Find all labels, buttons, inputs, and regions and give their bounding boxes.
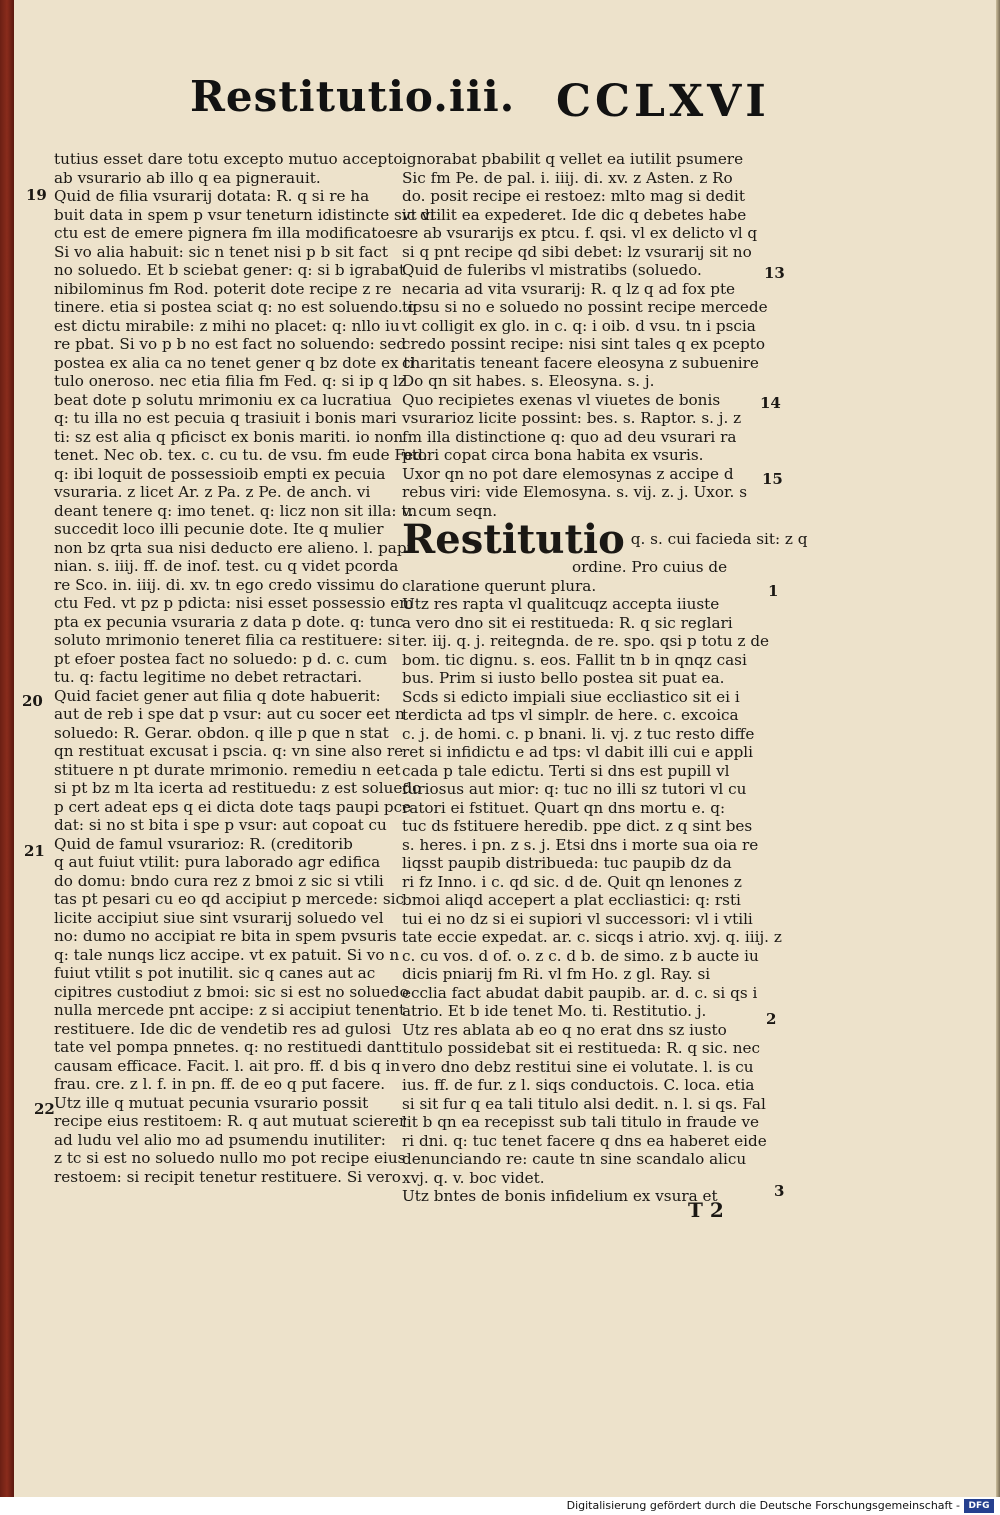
text-line: ecclia fact abudat dabit paupib. ar. d. c. si qs i xyxy=(402,983,758,1002)
text-line: soluto mrimonio teneret filia ca restituere: si xyxy=(54,631,401,649)
margin-number: 21 xyxy=(24,842,45,860)
text-line: cada p tale edictu. Terti si dns est pupill vl xyxy=(402,761,730,780)
text-line: soluedo: R. Gerar. obdon. q ille p que n stat xyxy=(54,723,389,742)
text-line: ptori copat circa bona habita ex vsuris. xyxy=(402,446,704,464)
text-line: lit b qn ea recepisst sub tali titulo in fraude ve xyxy=(402,1113,760,1131)
text-line: Scds si edicto impiali siue eccliastico sit ei i xyxy=(402,687,740,706)
text-line: nulla mercede pnt accipe: z si accipiut tenent xyxy=(54,1001,406,1019)
text-line: dat: si no st bita i spe p vsur: aut copoat cu xyxy=(54,816,387,834)
text-line: deant tenere q: imo tenet. q: licz non sit illa: tn xyxy=(54,501,418,520)
text-line: c. cu vos. d of. o. z c. d b. de simo. z b aucte iu xyxy=(402,946,759,965)
text-line: vt colligit ex glo. in c. q: i oib. d vsu. tn i pscia xyxy=(402,316,756,335)
text-line: vsuraria. z licet Ar. z Pa. z Pe. de anch. vi xyxy=(54,483,371,501)
text-line: charitatis teneant facere eleosyna z subuenire xyxy=(402,353,759,372)
text-line: liqsst paupib distribueda: tuc paupib dz da xyxy=(402,854,732,872)
footer-credit: Digitalisierung gefördert durch die Deutsche Forschungsgemeinschaft - xyxy=(566,1499,960,1512)
text-line: Quid de famul vsurarioz: R. (creditorib xyxy=(54,834,353,853)
text-line: vsurarioz licite possint: bes. s. Raptor. s. j. z xyxy=(402,409,742,427)
dfg-logo: DFG xyxy=(964,1499,994,1513)
text-line: qn restituat excusat i pscia. q: vn sine also re xyxy=(54,742,404,760)
margin-number: 3 xyxy=(774,1182,785,1200)
text-line: no: dumo no accipiat re bita in spem pvsuris xyxy=(54,927,397,945)
text-line: v. cum seqn. xyxy=(402,501,498,520)
text-line: buit data in spem p vsur teneturn idistincte sic di xyxy=(54,205,435,224)
running-head: Restitutio.iii. xyxy=(190,72,516,121)
text-line: ad ludu vel alio mo ad psumendu inutiliter: xyxy=(54,1130,386,1149)
text-line: fuiut vtilit s pot inutilit. sic q canes aut ac xyxy=(54,964,376,982)
text-line: a vero dno sit ei restitueda: R. q sic reglari xyxy=(402,613,733,632)
text-line: ri fz Inno. i c. qd sic. d de. Quit qn lenones z xyxy=(402,872,742,891)
text-line: ab vsurario ab illo q ea pignerauit. xyxy=(54,168,321,187)
text-line: postea ex alia ca no tenet gener q bz dote ex ti xyxy=(54,353,415,372)
text-line: do. posit recipe ei restoez: mlto mag si dedit xyxy=(402,187,745,205)
text-line: furiosus aut mior: q: tuc no illi sz tutori vl cu xyxy=(402,780,747,798)
text-line: tas pt pesari cu eo qd accipiut p mercede: sic xyxy=(54,890,405,908)
text-line: do domu: bndo cura rez z bmoi z sic si vtili xyxy=(54,871,384,890)
text-line: ri dni. q: tuc tenet facere q dns ea haberet eide xyxy=(402,1131,767,1150)
page-edge xyxy=(996,0,1000,1497)
text-line: atrio. Et b ide tenet Mo. ti. Restitutio. j. xyxy=(402,1002,707,1020)
text-line: aut de reb i spe dat p vsur: aut cu socer eet n xyxy=(54,705,405,723)
text-line: re pbat. Si vo p b no est fact no soluendo: sed xyxy=(54,335,407,353)
heading-continuation: q. s. cui facieda sit: z q xyxy=(630,530,808,548)
text-line: Quid de fuleribs vl mistratibs (soluedo. xyxy=(402,261,702,279)
text-line: z tc si est no soluedo nullo mo pot recipe eius xyxy=(54,1149,406,1167)
text-line: Utz ille q mutuat pecunia vsurario possit xyxy=(54,1093,369,1112)
text-line: succedit loco illi pecunie dote. Ite q mulier xyxy=(54,520,384,538)
text-line: Do qn sit habes. s. Eleosyna. s. j. xyxy=(402,372,655,390)
text-line: bus. Prim si iusto bello postea sit puat ea. xyxy=(402,669,725,687)
text-line: Utz res rapta vl qualitcuqz accepta iiuste xyxy=(402,595,720,613)
text-line: credo possint recipe: nisi sint tales q ex pcepto xyxy=(402,335,765,353)
margin-number: 20 xyxy=(22,692,43,710)
text-line: si q pnt recipe qd sibi debet: lz vsurarij sit no xyxy=(402,242,752,261)
footer-bar xyxy=(0,1497,1000,1515)
text-line: cipitres custodiut z bmoi: sic si est no soluedo xyxy=(54,982,409,1001)
text-line: ret si infidictu e ad tps: vl dabit illi cui e appli xyxy=(402,743,754,761)
text-line: licite accipiut siue sint vsurarij soluedo vel xyxy=(54,908,384,927)
text-line: c. j. de homi. c. p bnani. li. vj. z tuc resto diffe xyxy=(402,724,755,743)
text-line: restoem: si recipit tenetur restituere. Si vero xyxy=(54,1167,401,1186)
book-spine xyxy=(0,0,14,1497)
margin-number: 1 xyxy=(768,582,779,600)
text-line: Si vo alia habuit: sic n tenet nisi p b sit fact xyxy=(54,242,389,261)
text-line: vero dno debz restitui sine ei volutate. l. is cu xyxy=(402,1057,754,1076)
text-line: fm illa distinctione q: quo ad deu vsurari ra xyxy=(402,427,737,446)
text-line: rebus viri: vide Elemosyna. s. vij. z. j. Uxor. s xyxy=(402,483,748,501)
folio-number: CCLXVI xyxy=(556,76,770,127)
text-line: necaria ad vita vsurarij: R. q lz q ad fox pte xyxy=(402,279,736,298)
text-line: frau. cre. z l. f. in pn. ff. de eo q put facere. xyxy=(54,1075,386,1093)
text-line: est dictu mirabile: z mihi no placet: q: nllo iu xyxy=(54,316,400,335)
text-line: q: tale nunqs licz accipe. vt ex patuit. Si vo n xyxy=(54,945,400,964)
text-line: ter. iij. q. j. reitegnda. de re. spo. qsi p totu z de xyxy=(402,632,770,650)
text-line: ius. ff. de fur. z l. siqs conductois. C. loca. etia xyxy=(402,1076,755,1094)
text-line: si sit fur q ea tali titulo alsi dedit. n. l. si qs. Fal xyxy=(402,1094,766,1113)
text-line: re ab vsurarijs ex ptcu. f. qsi. vl ex delicto vl q xyxy=(402,224,758,242)
text-line: ignorabat pbabilit q vellet ea iutilit psumere xyxy=(402,150,744,168)
text-line: q: ibi loquit de possessioib empti ex pecuia xyxy=(54,464,386,483)
text-line: Quid de filia vsurarij dotata: R. q si re ha xyxy=(54,187,370,205)
text-line: tui ei no dz si ei supiori vl successori: vl i vtili xyxy=(402,909,753,928)
text-line: tate eccie expedat. ar. c. sicqs i atrio. xvj. q. iiij. z xyxy=(402,928,782,946)
right-column-bottom xyxy=(402,576,782,1206)
text-line: recipe eius restitoem: R. q aut mutuat scierer xyxy=(54,1112,407,1130)
text-line: restituere. Ide dic de vendetib res ad gulosi xyxy=(54,1019,391,1038)
text-line: bmoi aliqd accepert a plat eccliastici: q: rsti xyxy=(402,891,741,909)
text-line: nian. s. iiij. ff. de inof. test. cu q videt pcorda xyxy=(54,557,399,575)
text-line: Quid faciet gener aut filia q dote habuerit: xyxy=(54,686,381,705)
text-line: p cert adeat eps q ei dicta dote taqs paupi pce xyxy=(54,797,412,816)
section-heading xyxy=(402,516,808,563)
text-line: vt vtilit ea expederet. Ide dic q debetes habe xyxy=(402,205,747,224)
text-line: causam efficace. Facit. l. ait pro. ff. d bis q in xyxy=(54,1056,401,1075)
text-line: tuc ds fstituere heredib. ppe dict. z q sint bes xyxy=(402,817,753,835)
margin-number: 15 xyxy=(762,470,783,488)
signature-mark: T 2 xyxy=(688,1198,724,1222)
text-line: tiosu si no e soluedo no possint recipe mercede xyxy=(402,298,768,316)
text-line: no soluedo. Et b sciebat gener: q: si b igrabat xyxy=(54,261,406,279)
text-line: Sic fm Pe. de pal. i. iiij. di. xv. z Asten. z Ro xyxy=(402,168,733,187)
text-line: Utz res ablata ab eo q no erat dns sz iusto xyxy=(402,1020,727,1039)
text-line: tulo oneroso. nec etia filia fm Fed. q: si ip q lz xyxy=(54,372,406,390)
text-line: tutius esset dare totu excepto mutuo accepto xyxy=(54,150,403,168)
heading-word: Restitutio xyxy=(402,516,625,563)
text-line: Quo recipietes exenas vl viuetes de bonis xyxy=(402,390,721,409)
text-line: q: tu illa no est pecuia q trasiuit i bonis mari xyxy=(54,409,397,427)
margin-number: 22 xyxy=(34,1100,55,1118)
text-line: ctu Fed. vt pz p pdicta: nisi esset possessio em xyxy=(54,594,414,612)
text-line: tenet. Nec ob. tex. c. cu tu. de vsu. fm eude Fed. xyxy=(54,446,428,464)
text-line: ratori ei fstituet. Quart qn dns mortu e. q: xyxy=(402,798,726,817)
text-line: Utz bntes de bonis infidelium ex vsura et xyxy=(402,1187,718,1205)
text-line: pta ex pecunia vsuraria z data p dote. q: tunc xyxy=(54,612,404,631)
left-text-column xyxy=(54,150,435,1186)
text-line: dicis pniarij fm Ri. vl fm Ho. z gl. Ray. si xyxy=(402,965,711,983)
text-line: nibilominus fm Rod. poterit dote recipe z re xyxy=(54,279,392,298)
text-line: beat dote p solutu mrimoniu ex ca lucratiua xyxy=(54,390,392,409)
text-line: pt efoer postea fact no soluedo: p d. c. cum xyxy=(54,649,388,668)
margin-number: 14 xyxy=(760,394,781,412)
text-line: denunciando re: caute tn sine scandalo alicu xyxy=(402,1150,747,1168)
text-line: claratione querunt plura. xyxy=(402,576,597,595)
text-line: s. heres. i pn. z s. j. Etsi dns i morte sua oia re xyxy=(402,835,759,854)
text-line: si pt bz m lta icerta ad restituedu: z est soluedo xyxy=(54,779,422,797)
text-line: re Sco. in. iiij. di. xv. tn ego credo vissimu do xyxy=(54,575,399,594)
text-line: tu. q: factu legitime no debet retractari. xyxy=(54,668,363,686)
right-column-top xyxy=(402,150,768,520)
heading-line-2: ordine. Pro cuius de xyxy=(572,558,728,576)
text-line: tate vel pompa pnnetes. q: no restituedi dant xyxy=(54,1038,402,1056)
text-line: ctu est de emere pignera fm illa modificatoes xyxy=(54,224,404,242)
text-line: titulo possidebat sit ei restitueda: R. q sic. nec xyxy=(402,1039,760,1057)
text-line: terdicta ad tps vl simplr. de here. c. excoica xyxy=(402,706,739,724)
margin-number: 13 xyxy=(764,264,785,282)
text-line: non bz qrta sua nisi deducto ere alieno. l. papi xyxy=(54,538,412,557)
text-line: xvj. q. v. boc videt. xyxy=(402,1168,545,1187)
text-line: tinere. etia si postea sciat q: no est soluendo. q xyxy=(54,298,418,316)
text-line: bom. tic dignu. s. eos. Fallit tn b in qnqz casi xyxy=(402,650,747,669)
margin-number: 19 xyxy=(26,186,47,204)
text-line: Uxor qn no pot dare elemosynas z accipe d xyxy=(402,464,734,483)
text-line: q aut fuiut vtilit: pura laborado agr edifica xyxy=(54,853,381,871)
text-line: ti: sz est alia q pficisct ex bonis mariti. io non xyxy=(54,427,404,446)
text-line: stituere n pt durate mrimonio. remediu n eet xyxy=(54,760,401,779)
margin-number: 2 xyxy=(766,1010,777,1028)
